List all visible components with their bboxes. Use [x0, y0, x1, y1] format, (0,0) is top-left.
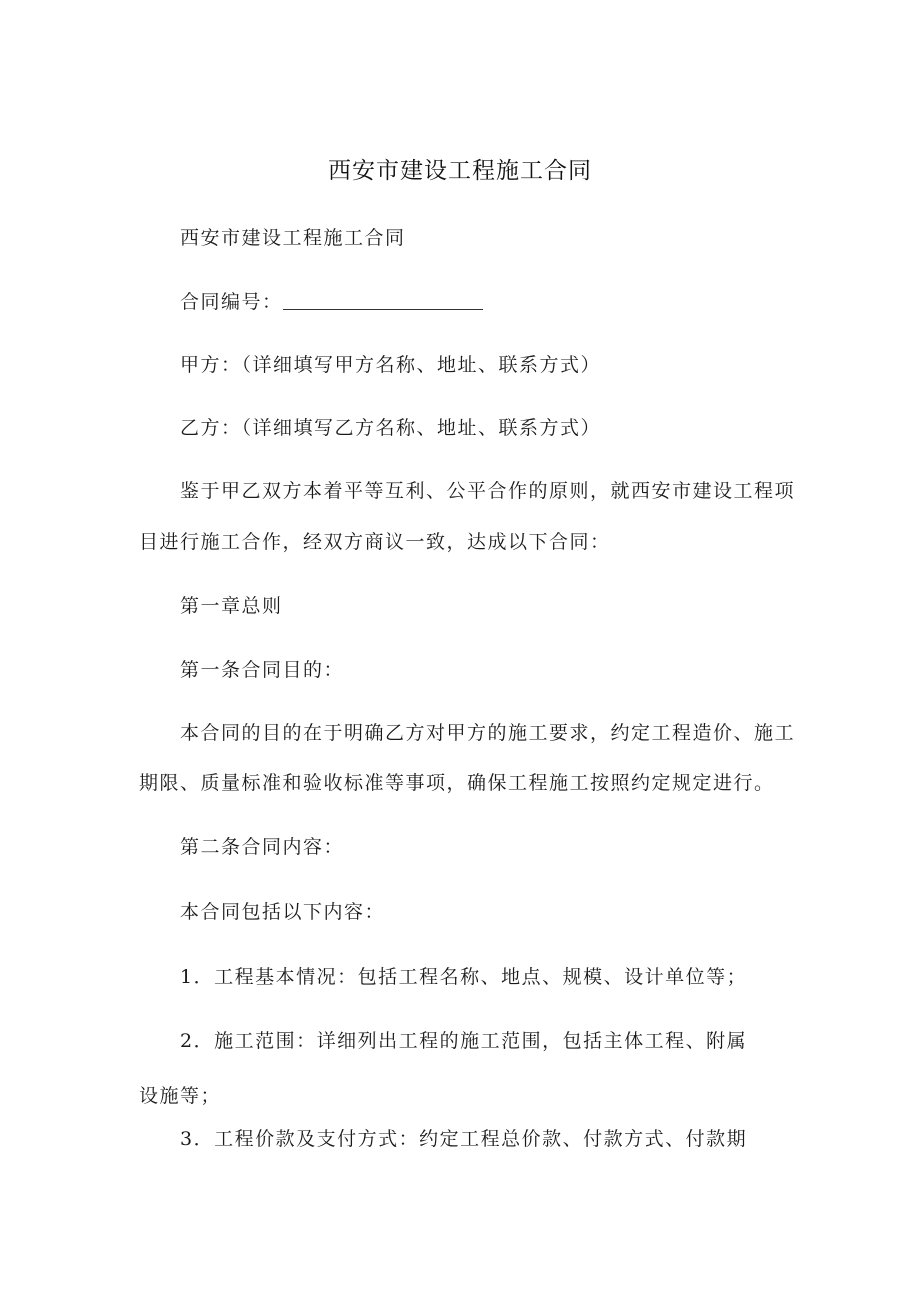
- document-title: 西安市建设工程施工合同: [328, 158, 592, 184]
- contract-number-label: 合同编号：: [180, 291, 283, 313]
- list-item-2-line-1: 2．施工范围：详细列出工程的施工范围，包括主体工程、附属: [180, 1030, 748, 1052]
- contract-number-blank: [283, 291, 483, 310]
- article-2-title: 第二条合同内容：: [180, 836, 345, 858]
- contract-number-line: [180, 290, 840, 314]
- preamble-line-1: 鉴于甲乙双方本着平等互利、公平合作的原则，就西安市建设工程项: [180, 480, 796, 502]
- party-a-line: 甲方：（详细填写甲方名称、地址、联系方式）: [180, 354, 602, 376]
- list-item-2-line-2: 设施等；: [139, 1085, 222, 1107]
- subtitle: 西安市建设工程施工合同: [180, 227, 406, 249]
- chapter-heading: 第一章总则: [180, 595, 283, 617]
- list-item-1: 1．工程基本情况：包括工程名称、地点、规模、设计单位等；: [180, 966, 748, 988]
- article-1-title: 第一条合同目的：: [180, 659, 345, 681]
- article-2-intro: 本合同包括以下内容：: [180, 901, 386, 923]
- article-1-line-2: 期限、质量标准和验收标准等事项，确保工程施工按照约定规定进行。: [139, 772, 775, 794]
- party-b-line: 乙方：（详细填写乙方名称、地址、联系方式）: [180, 417, 602, 439]
- preamble-line-2: 目进行施工合作，经双方商议一致，达成以下合同：: [139, 531, 611, 553]
- list-item-3-line-1: 3．工程价款及支付方式：约定工程总价款、付款方式、付款期: [180, 1128, 748, 1150]
- article-1-line-1: 本合同的目的在于明确乙方对甲方的施工要求，约定工程造价、施工: [180, 722, 796, 744]
